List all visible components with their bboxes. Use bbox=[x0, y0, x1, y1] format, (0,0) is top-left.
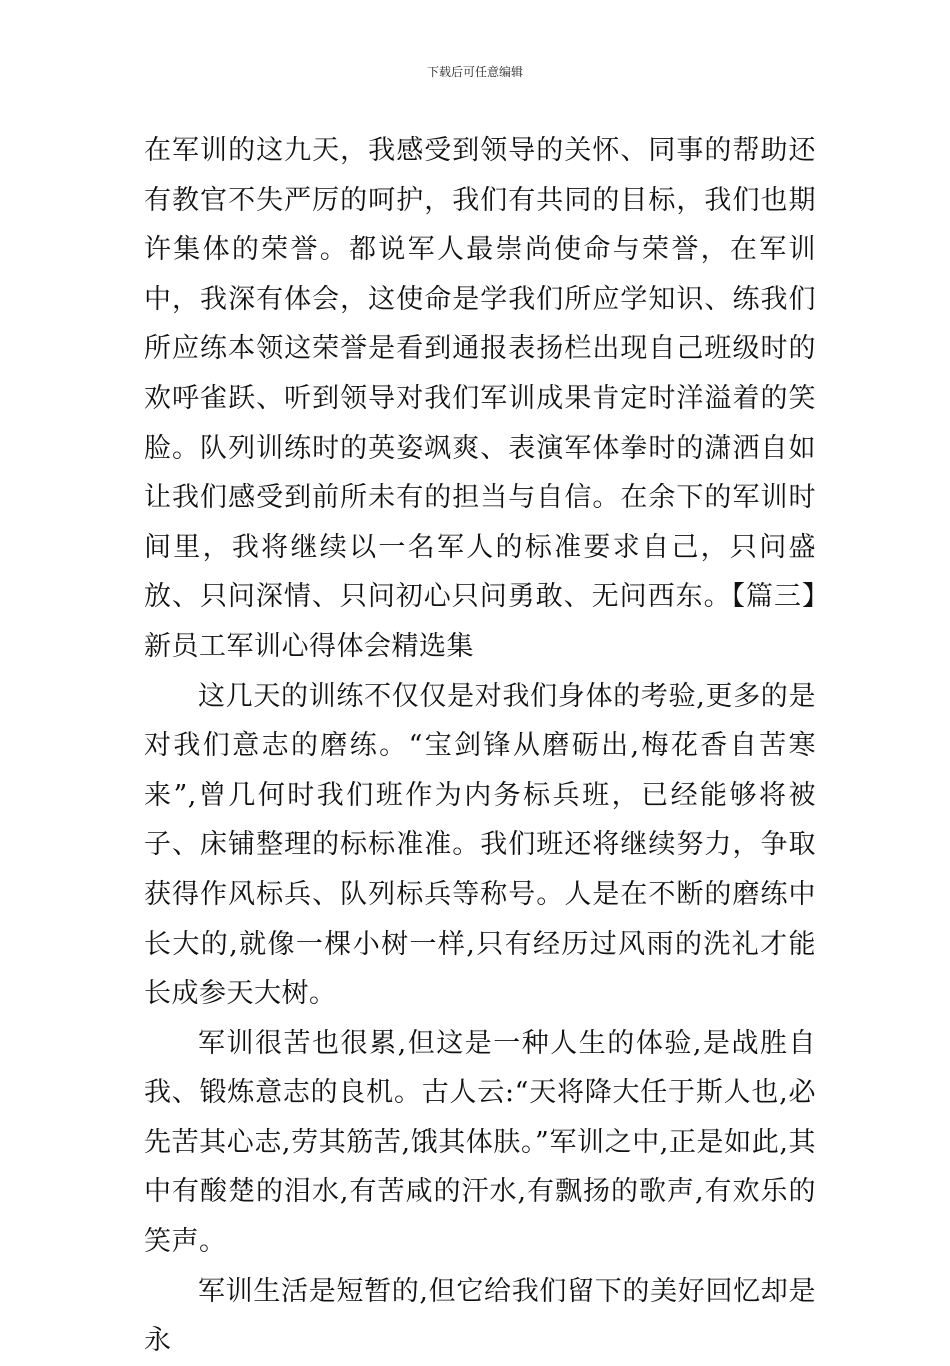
page-header: 下载后可任意编辑 bbox=[426, 65, 523, 79]
paragraph-3: 军训很苦也很累,但这是一种人生的体验,是战胜自我、锻炼意志的良机。古人云:“天将降大任于斯人也,必先苦其心志,劳其筋苦,饿其体肤。”军训之中,正是如此,其中有酸楚的泪水,有苦咸的汗水,有飘扬的歌声,有欢乐的笑声。 bbox=[144, 1027, 816, 1258]
paragraph-4: 军训生活是短暂的,但它给我们留下的美好回忆却是永 bbox=[144, 1275, 816, 1357]
document-body bbox=[144, 126, 816, 1366]
paragraph-1: 在军训的这九天，我感受到领导的关怀、同事的帮助还有教官不失严厉的呵护，我们有共同的目标，我们也期许集体的荣誉。都说军人最崇尚使命与荣誉，在军训中，我深有体会，这使命是学我们所应学知识、练我们所应练本领这荣誉是看到通报表扬栏出现自己班级时的欢呼雀跃、听到领导对我们军训成果肯定时洋溢着的笑脸。队列训练时的英姿飒爽、表演军体拳时的潇洒自如让我们感受到前所未有的担当与自信。在余下的军训时间里，我将继续以一名军人的标准要求自己，只问盛放、只问深情、只问初心只问勇敢、无问西东。【篇三】新员工军训心得体会精选集 bbox=[144, 135, 816, 662]
paragraph-2: 这几天的训练不仅仅是对我们身体的考验,更多的是对我们意志的磨练。“宝剑锋从磨砺出,梅花香自苦寒来”,曾几何时我们班作为内务标兵班，已经能够将被子、床铺整理的标标准准。我们班还将继续努力，争取获得作风标兵、队列标兵等称号。人是在不断的磨练中长大的,就像一棵小树一样,只有经历过风雨的洗礼才能长成参天大树。 bbox=[144, 680, 816, 1010]
